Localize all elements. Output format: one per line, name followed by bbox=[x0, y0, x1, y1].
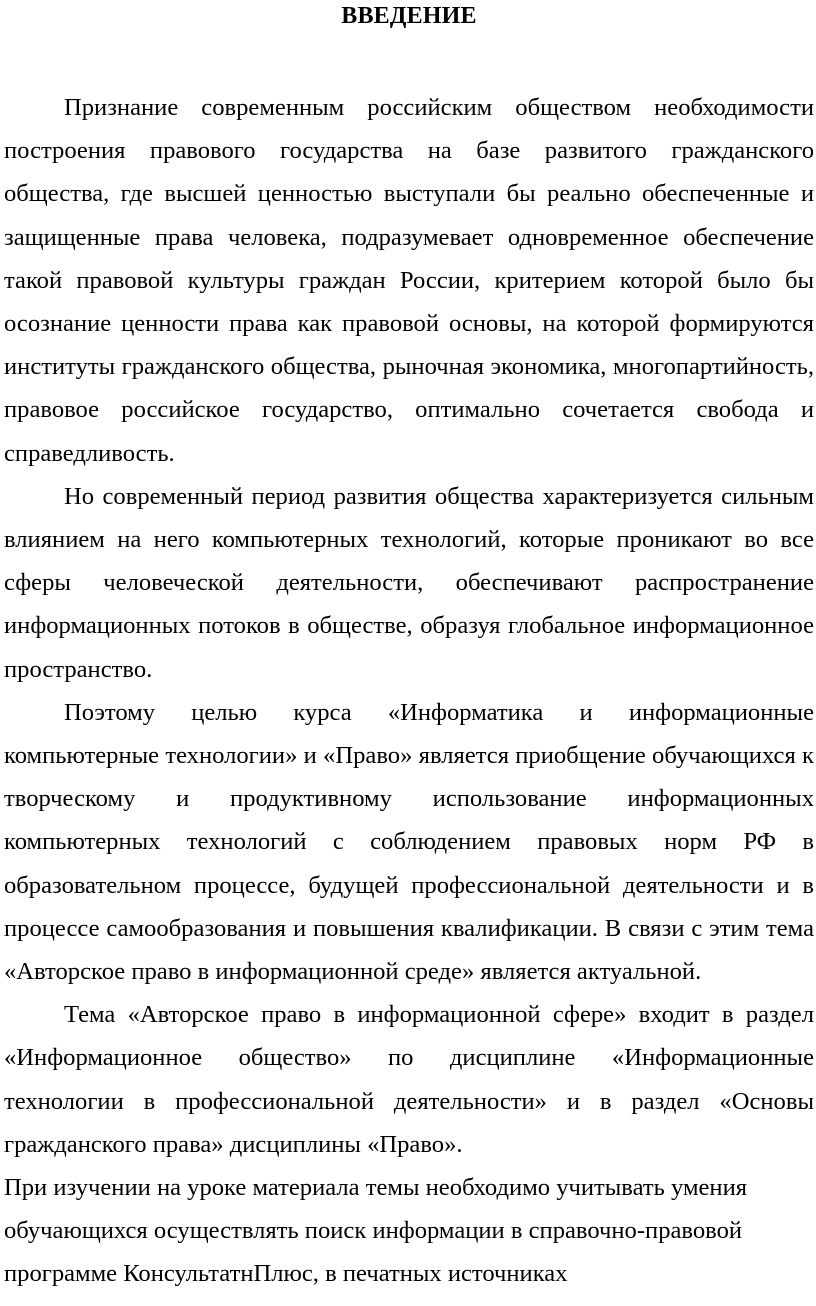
paragraph-3: Поэтому целью курса «Информатика и информационные компьютерные технологии» и «Право» является приобщение обучающихся к творческому и продуктивному использование информационных компьютерных технологий с соблюдением правовых норм РФ в образовательном процессе, будущей профессиональной деятельности и в процессе самообразования и повышения квалификации. В связи с этим тема «Авторское право в информационной среде» является актуальной. bbox=[4, 698, 814, 986]
paragraph-4: Тема «Авторское право в информационной сфере» входит в раздел «Информационное общество» по дисциплине «Информационные технологии в профессиональной деятельности» и в раздел «Основы гражданского права» дисциплины «Право». bbox=[4, 1001, 814, 1158]
paragraph-5: При изучении на уроке материала темы необходимо учитывать умения обучающихся осуществлять поиск информации в справочно-правовой программе КонсультатнПлюс, в печатных источниках bbox=[4, 1174, 748, 1288]
document-title: ВВЕДЕНИЕ bbox=[341, 3, 477, 29]
paragraph-1: Признание современным российским обществом необходимости построения правового государства на базе развитого гражданского общества, где высшей ценностью выступали бы реально обеспеченные и защищенные права человека, подразумевает одновременное обеспечение такой правовой культуры граждан России, критерием которой было бы осознание ценности права как правовой основы, на которой формируются институты гражданского общества, рыночная экономика, многопартийность, правовое российское государство, оптимально сочетается свобода и справедливость. bbox=[4, 94, 814, 467]
paragraph-2: Но современный период развития общества характеризуется сильным влиянием на него компьютерных технологий, которые проникают во все сферы человеческой деятельности, обеспечивают распространение информационных потоков в обществе, образуя глобальное информационное пространство. bbox=[4, 482, 814, 683]
